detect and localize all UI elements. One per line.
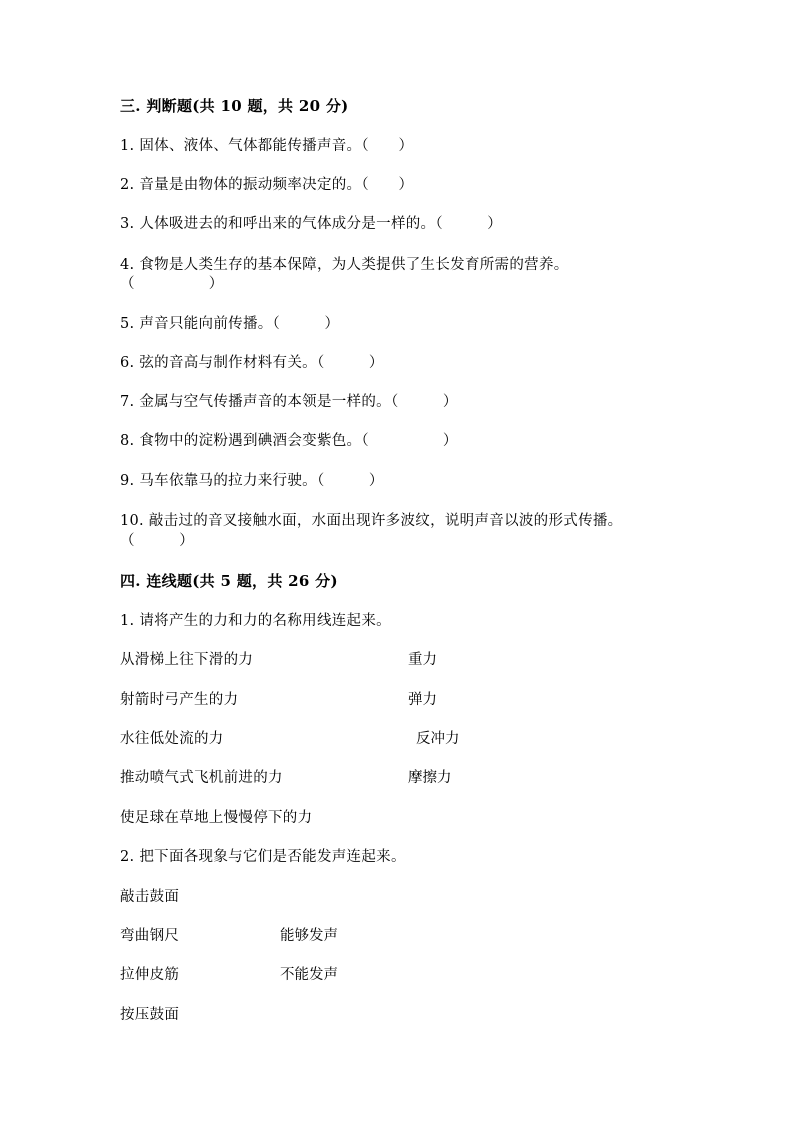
judge-item-10-bracket: （ ） — [120, 533, 194, 549]
judge-item-3: 3. 人体吸进去的和呼出来的气体成分是一样的。（ ） — [120, 216, 503, 232]
section-3-heading: 三. 判断题(共 10 题，共 20 分) — [120, 97, 349, 115]
match-q2-left-4: 按压鼓面 — [120, 1007, 180, 1023]
match-q1-prompt: 1. 请将产生的力和力的名称用线连起来。 — [120, 613, 391, 629]
judge-item-4: 4. 食物是人类生存的基本保障，为人类提供了生长发育所需的营养。 — [120, 257, 569, 273]
match-q1-right-2: 弹力 — [408, 692, 437, 708]
judge-item-4-bracket: （ ） — [120, 276, 224, 292]
match-q1-left-2: 射箭时弓产生的力 — [120, 692, 239, 708]
match-q1-right-3: 反冲力 — [416, 731, 460, 747]
match-q1-right-4: 摩擦力 — [408, 770, 452, 786]
match-q2-prompt: 2. 把下面各现象与它们是否能发声连起来。 — [120, 849, 406, 865]
match-q1-left-4: 推动喷气式飞机前进的力 — [120, 770, 283, 786]
match-q2-left-1: 敲击鼓面 — [120, 889, 180, 905]
judge-item-7: 7. 金属与空气传播声音的本领是一样的。（ ） — [120, 394, 458, 410]
judge-item-6: 6. 弦的音高与制作材料有关。（ ） — [120, 355, 384, 371]
match-q1-left-5: 使足球在草地上慢慢停下的力 — [120, 810, 313, 826]
match-q2-left-2: 弯曲钢尺 — [120, 928, 180, 944]
match-q1-left-3: 水往低处流的力 — [120, 731, 224, 747]
judge-item-5: 5. 声音只能向前传播。（ ） — [120, 316, 340, 332]
judge-item-9: 9. 马车依靠马的拉力来行驶。（ ） — [120, 473, 384, 489]
match-q2-right-1: 能够发声 — [280, 928, 338, 944]
match-q1-left-1: 从滑梯上往下滑的力 — [120, 652, 254, 668]
judge-item-10: 10. 敲击过的音叉接触水面，水面出现许多波纹，说明声音以波的形式传播。 — [120, 513, 623, 529]
section-4-heading: 四. 连线题(共 5 题，共 26 分) — [120, 572, 338, 590]
match-q2-left-3: 拉伸皮筋 — [120, 967, 180, 983]
match-q1-right-1: 重力 — [408, 652, 437, 668]
judge-item-2: 2. 音量是由物体的振动频率决定的。（ ） — [120, 177, 414, 193]
judge-item-8: 8. 食物中的淀粉遇到碘酒会变紫色。（ ） — [120, 433, 458, 449]
judge-item-1: 1. 固体、液体、气体都能传播声音。（ ） — [120, 138, 414, 154]
match-q2-right-2: 不能发声 — [280, 967, 338, 983]
